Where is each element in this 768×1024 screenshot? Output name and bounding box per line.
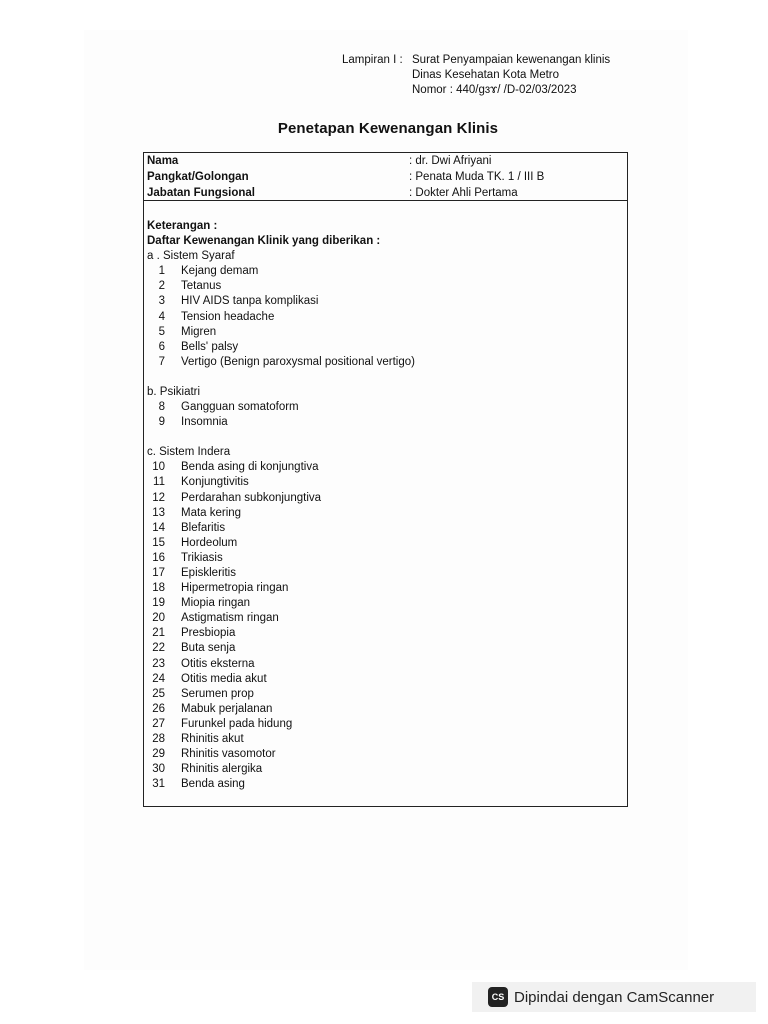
authority-table bbox=[143, 152, 628, 807]
item-name: Miopia ringan bbox=[181, 597, 251, 610]
list-item bbox=[147, 702, 415, 717]
attachment-line-3: Nomor : 440/ɡɜɤ/ /D-02/03/2023 bbox=[412, 84, 577, 96]
item-number: 13 bbox=[152, 506, 165, 519]
identity-section bbox=[144, 153, 627, 201]
item-number: 16 bbox=[152, 551, 165, 564]
list-item bbox=[147, 596, 415, 611]
list-item bbox=[147, 566, 415, 581]
item-number: 26 bbox=[152, 702, 165, 715]
item-name: Blefaritis bbox=[181, 521, 226, 534]
item-number: 27 bbox=[152, 717, 165, 730]
list-item bbox=[147, 717, 415, 732]
identity-row-name: Nama : dr. Dwi Afriyani bbox=[147, 155, 492, 167]
section-gap bbox=[147, 430, 415, 445]
item-name: Migren bbox=[181, 325, 217, 338]
item-name: Perdarahan subkonjungtiva bbox=[181, 491, 322, 504]
attachment-line-1: Surat Penyampaian kewenangan klinis bbox=[412, 54, 611, 66]
identity-row-rank: Pangkat/Golongan : Penata Muda TK. 1 / III B bbox=[147, 171, 545, 183]
list-item bbox=[147, 732, 415, 747]
item-name: Otitis eksterna bbox=[181, 657, 255, 670]
attachment-label: Lampiran I : bbox=[342, 54, 403, 66]
item-name: Mata kering bbox=[181, 506, 242, 519]
identity-row-position: Jabatan Fungsional : Dokter Ahli Pertama bbox=[147, 187, 518, 199]
item-number: 4 bbox=[158, 310, 165, 323]
item-name: Vertigo (Benign paroxysmal positional vertigo) bbox=[181, 355, 415, 368]
item-number: 14 bbox=[152, 521, 165, 534]
item-name: Konjungtivitis bbox=[181, 476, 249, 489]
section-gap bbox=[147, 370, 415, 385]
list-item bbox=[147, 325, 415, 340]
item-number: 30 bbox=[152, 763, 165, 776]
item-name: Rhinitis alergika bbox=[181, 763, 263, 776]
section-title: b. Psikiatri bbox=[147, 385, 201, 398]
item-name: Hordeolum bbox=[181, 536, 238, 549]
item-number: 24 bbox=[152, 672, 165, 685]
list-item bbox=[147, 506, 415, 521]
authority-list bbox=[147, 219, 415, 792]
item-number: 22 bbox=[152, 642, 165, 655]
item-number: 6 bbox=[158, 340, 165, 353]
item-name: Astigmatism ringan bbox=[181, 612, 279, 625]
item-name: Bells' palsy bbox=[181, 340, 239, 353]
item-name: Hipermetropia ringan bbox=[181, 582, 289, 595]
list-item bbox=[147, 747, 415, 762]
item-name: Tetanus bbox=[181, 280, 222, 293]
item-number: 20 bbox=[152, 612, 165, 625]
item-number: 3 bbox=[158, 295, 165, 308]
item-number: 7 bbox=[158, 355, 165, 368]
item-name: HIV AIDS tanpa komplikasi bbox=[181, 295, 319, 308]
list-item bbox=[147, 400, 415, 415]
item-name: Serumen prop bbox=[181, 687, 254, 700]
list-item bbox=[147, 611, 415, 626]
item-name: Benda asing bbox=[181, 778, 245, 791]
list-item bbox=[147, 355, 415, 370]
list-item bbox=[147, 762, 415, 777]
list-item bbox=[147, 279, 415, 294]
item-name: Trikiasis bbox=[181, 551, 223, 564]
item-name: Rhinitis akut bbox=[181, 733, 244, 745]
item-number: 23 bbox=[152, 657, 165, 670]
list-item bbox=[147, 264, 415, 279]
list-item bbox=[147, 415, 415, 430]
list-item bbox=[147, 310, 415, 325]
item-name: Benda asing di konjungtiva bbox=[181, 461, 319, 474]
camscanner-logo-icon: CS bbox=[488, 987, 508, 1007]
item-name: Furunkel pada hidung bbox=[181, 717, 293, 730]
list-item bbox=[147, 687, 415, 702]
list-item bbox=[147, 672, 415, 687]
attachment-header bbox=[342, 53, 610, 98]
list-item bbox=[147, 641, 415, 656]
list-item bbox=[147, 340, 415, 355]
item-name: Otitis media akut bbox=[181, 672, 267, 685]
section-title: c. Sistem Indera bbox=[147, 446, 231, 459]
item-number: 19 bbox=[152, 597, 165, 610]
item-name: Mabuk perjalanan bbox=[181, 702, 273, 715]
list-item bbox=[147, 460, 415, 475]
keterangan-heading: Keterangan : bbox=[147, 220, 218, 232]
daftar-heading: Daftar Kewenangan Klinik yang diberikan : bbox=[147, 235, 381, 248]
item-name: Kejang demam bbox=[181, 265, 259, 278]
section-title: a . Sistem Syaraf bbox=[147, 250, 235, 263]
attachment-line-2: Dinas Kesehatan Kota Metro bbox=[412, 69, 560, 81]
item-number: 21 bbox=[152, 627, 165, 640]
item-number: 10 bbox=[152, 461, 165, 474]
camscanner-watermark bbox=[472, 982, 756, 1012]
document-title: Penetapan Kewenangan Klinis bbox=[277, 120, 499, 137]
item-number: 17 bbox=[152, 566, 165, 579]
item-name: Presbiopia bbox=[181, 627, 236, 640]
list-item bbox=[147, 294, 415, 309]
list-item bbox=[147, 521, 415, 536]
list-item bbox=[147, 491, 415, 506]
list-item bbox=[147, 581, 415, 596]
item-name: Rhinitis vasomotor bbox=[181, 748, 276, 761]
item-number: 11 bbox=[153, 476, 165, 489]
item-name: Buta senja bbox=[181, 642, 236, 655]
item-name: Tension headache bbox=[181, 310, 275, 323]
list-item bbox=[147, 475, 415, 490]
item-name: Episkleritis bbox=[181, 566, 236, 579]
item-number: 2 bbox=[158, 280, 165, 293]
item-number: 28 bbox=[152, 733, 165, 745]
item-number: 12 bbox=[152, 491, 165, 504]
list-item bbox=[147, 536, 415, 551]
item-number: 18 bbox=[152, 582, 165, 595]
item-number: 25 bbox=[152, 687, 165, 700]
list-item bbox=[147, 777, 415, 792]
list-item bbox=[147, 626, 415, 641]
item-number: 29 bbox=[152, 748, 165, 761]
item-number: 15 bbox=[152, 536, 165, 549]
item-number: 31 bbox=[152, 778, 165, 791]
list-item bbox=[147, 551, 415, 566]
item-number: 9 bbox=[158, 416, 165, 429]
item-number: 1 bbox=[158, 265, 165, 278]
item-name: Insomnia bbox=[181, 416, 228, 429]
list-item bbox=[147, 657, 415, 672]
camscanner-text: Dipindai dengan CamScanner bbox=[514, 988, 715, 1006]
item-number: 8 bbox=[158, 401, 165, 414]
item-name: Gangguan somatoform bbox=[181, 401, 299, 414]
item-number: 5 bbox=[158, 325, 165, 338]
